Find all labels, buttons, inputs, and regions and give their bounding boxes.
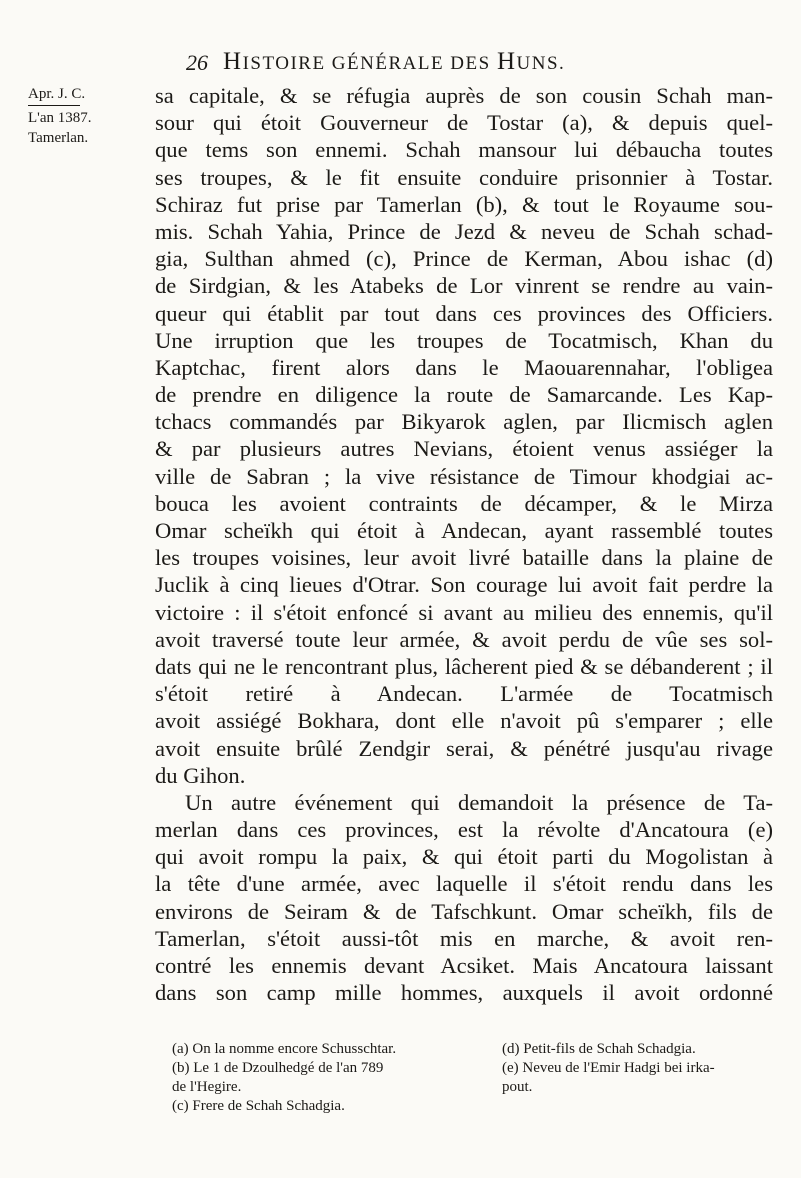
margin-subject: Tamerlan. — [28, 130, 89, 146]
footnote: (b) Le 1 de Dzoulhedgé de l'an 789 — [172, 1060, 384, 1076]
page-header — [0, 48, 801, 80]
footnotes-left — [172, 1040, 512, 1116]
footnote: (d) Petit-fils de Schah Schadgia. — [502, 1041, 696, 1057]
text-line: qui avoit rompu la paix, & qui étoit parti du Mogolistan à — [155, 844, 773, 870]
text-line: ses troupes, & le fit ensuite conduire prisonnier à Tostar. — [155, 164, 773, 190]
text-line: les troupes voisines, leur avoit livré bataille dans la plaine de — [155, 545, 773, 571]
margin-note — [28, 84, 126, 148]
running-title-cap-2: H — [496, 48, 517, 75]
footnote: de l'Hegire. — [172, 1079, 242, 1095]
text-line: de Sirdgian, & les Atabeks de Lor vinrent se rendre au vain- — [155, 273, 773, 299]
text-line: la tête d'une armée, avec laquelle il s'étoit rendu dans les — [155, 871, 773, 897]
text-line: gia, Sulthan ahmed (c), Prince de Kerman, Abou ishac (d) — [155, 246, 773, 272]
text-line: Une irruption que les troupes de Tocatmisch, Khan du — [155, 327, 773, 353]
text-line: & par plusieurs autres Nevians, étoient venus assiéger la — [155, 436, 773, 462]
text-line: Schiraz fut prise par Tamerlan (b), & tout le Royaume sou- — [155, 191, 773, 217]
text-line: contré les ennemis devant Acsiket. Mais Ancatoura laissant — [155, 953, 773, 979]
text-line: Un autre événement qui demandoit la présence de Ta- — [185, 789, 773, 815]
text-line: Kaptchac, firent alors dans le Maouarennahar, l'obligea — [155, 354, 773, 380]
running-title-part-2: UNS. — [516, 53, 566, 74]
text-line: queur qui établit par tout dans ces provinces des Officiers. — [155, 300, 773, 326]
page-number: 26 — [186, 50, 208, 75]
text-line: que tems son ennemi. Schah mansour lui débaucha toutes — [155, 137, 773, 163]
text-line: Tamerlan, s'étoit aussi-tôt mis en marche, & avoit ren- — [155, 925, 773, 951]
footnote: (a) On la nomme encore Schusschtar. — [172, 1041, 397, 1057]
text-line: du Gihon. — [155, 762, 246, 788]
text-line: tchacs commandés par Bikyarok aglen, par Ilicmisch aglen — [155, 409, 773, 435]
footnote: (c) Frere de Schah Schadgia. — [172, 1098, 345, 1114]
text-line: mis. Schah Yahia, Prince de Jezd & neveu de Schah schad- — [155, 218, 773, 244]
text-line: avoit traversé toute leur armée, & avoit perdu de vûe ses sol- — [155, 626, 773, 652]
body-text — [155, 82, 773, 1006]
text-line: de prendre en diligence la route de Samarcande. Les Kap- — [155, 382, 773, 408]
footnotes-right — [502, 1040, 792, 1097]
text-line: bouca les avoient contraints de décamper, & le Mirza — [155, 490, 773, 516]
text-line: ville de Sabran ; la vive résistance de Timour khodgiai ac- — [155, 463, 773, 489]
running-title-part-1: ISTOIRE GÉNÉRALE DES — [242, 53, 497, 74]
text-line: dans son camp mille hommes, auxquels il avoit ordonné — [155, 980, 773, 1006]
running-title — [223, 48, 565, 76]
margin-year: L'an 1387. — [28, 110, 92, 126]
text-line: Omar scheïkh qui étoit à Andecan, ayant rassemblé toutes — [155, 518, 773, 543]
margin-date-label: Apr. J. C. — [28, 86, 86, 102]
footnote: (e) Neveu de l'Emir Hadgi bei irka- — [502, 1060, 715, 1076]
text-line: avoit ensuite brûlé Zendgir serai, & pénétré jusqu'au rivage — [155, 735, 773, 761]
text-line: avoit assiégé Bokhara, dont elle n'avoit pû s'emparer ; elle — [155, 708, 773, 734]
text-line: Juclik à cinq lieues d'Otrar. Son courage lui avoit fait perdre la — [155, 572, 773, 598]
text-line: sour qui étoit Gouverneur de Tostar (a), & depuis quel- — [155, 110, 773, 136]
running-title-cap-1: H — [223, 48, 243, 75]
text-line: victoire : il s'étoit enfoncé si avant au milieu des ennemis, qu'il — [155, 599, 773, 625]
footnote: pout. — [502, 1079, 533, 1095]
text-line: environs de Seiram & de Tafschkunt. Omar scheïkh, fils de — [155, 898, 773, 924]
text-line: merlan dans ces provinces, est la révolte d'Ancatoura (e) — [155, 817, 773, 843]
text-line: sa capitale, & se réfugia auprès de son cousin Schah man- — [155, 83, 773, 108]
margin-rule — [28, 105, 80, 106]
text-line-split: dats qui ne le rencontrant plus, lâcherent pied & se débanderent ; il s'étoit retiré à Andecan. L'armée de Tocatmisch — [155, 653, 773, 707]
